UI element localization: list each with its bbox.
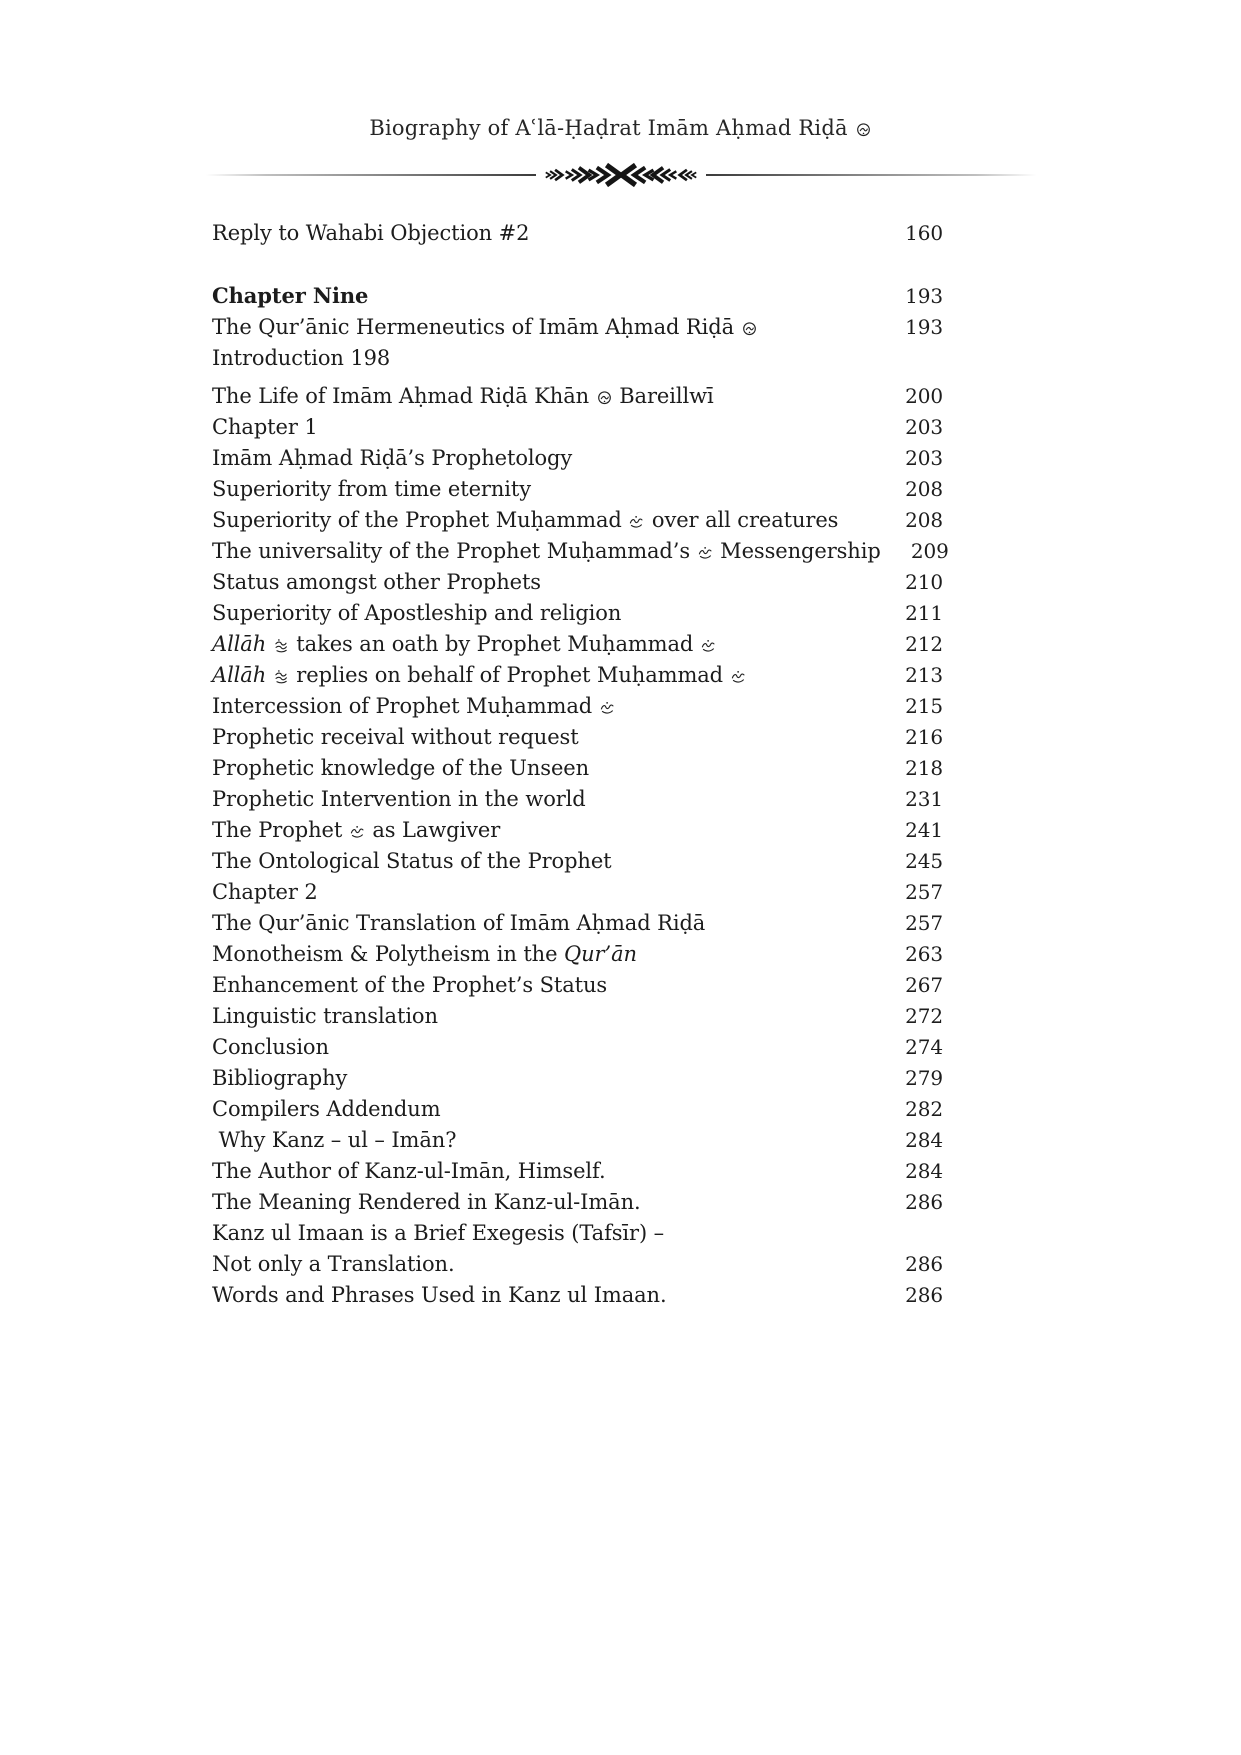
toc-entry-page: 286	[905, 1190, 943, 1214]
toc-entry-title: The Prophet as Lawgiver	[212, 818, 501, 842]
toc-entry-title: Status amongst other Prophets	[212, 570, 541, 594]
toc-entry	[212, 970, 943, 1001]
toc-entry-page: 257	[905, 911, 943, 935]
toc-entry	[212, 1249, 943, 1280]
radi-allahu-anhu-icon	[597, 390, 612, 405]
toc-entry-title: Superiority from time eternity	[212, 477, 532, 501]
toc-entry	[212, 412, 943, 443]
toc-entry-title: Enhancement of the Prophet’s Status	[212, 973, 608, 997]
toc-entry	[212, 280, 943, 312]
toc-entry-title: Chapter 2	[212, 880, 318, 904]
radi-allahu-anhu-icon	[742, 321, 757, 336]
toc-entry-page: 203	[905, 446, 943, 470]
toc-entry-title: Chapter Nine	[212, 283, 369, 308]
toc-entry-page: 267	[905, 973, 943, 997]
toc-entry	[212, 1218, 943, 1249]
toc-entry-title: Kanz ul Imaan is a Brief Exegesis (Tafsīr) –	[212, 1221, 665, 1245]
toc-entry-page: 257	[905, 880, 943, 904]
toc-entry-page: 212	[905, 632, 943, 656]
toc-entry	[212, 1001, 943, 1032]
toc-entry	[212, 939, 943, 970]
toc-entry-title: Allāh replies on behalf of Prophet Muḥammad	[212, 660, 747, 691]
toc-entry	[212, 567, 943, 598]
toc-entry	[212, 1156, 943, 1187]
toc-entry-title: Intercession of Prophet Muḥammad	[212, 691, 616, 722]
toc-entry-title: Not only a Translation.	[212, 1252, 455, 1276]
toc-entry-page: 213	[905, 663, 943, 687]
toc-entry-title: Prophetic receival without request	[212, 725, 579, 749]
toc-entry-title: Linguistic translation	[212, 1004, 438, 1028]
sallallahu-alayhi-wasallam-icon	[350, 824, 365, 839]
toc-entry	[212, 722, 943, 753]
toc-entry	[212, 343, 943, 374]
toc-entry-page: 200	[905, 384, 943, 408]
toc-entry-title: The universality of the Prophet Muḥammad’s Messengership	[212, 539, 881, 563]
toc-entry-title: Conclusion	[212, 1035, 329, 1059]
toc-entry-title: The Qur’ānic Hermeneutics of Imām Aḥmad Riḍā	[212, 312, 758, 343]
sallallahu-alayhi-wasallam-icon	[698, 545, 713, 560]
toc-entry	[212, 1280, 943, 1311]
toc-entry	[212, 908, 943, 939]
sallallahu-alayhi-wasallam-icon	[731, 669, 746, 684]
toc-entry	[212, 846, 943, 877]
running-title-text: Biography of Aʿlā-Ḥaḍrat Imām Aḥmad Riḍā	[369, 116, 848, 140]
toc-entry-page: 210	[905, 570, 943, 594]
toc-entry	[212, 1032, 943, 1063]
toc-entry	[212, 1187, 943, 1218]
toc-entry-title: Superiority of the Prophet Muḥammad over all creatures	[212, 508, 839, 532]
toc-entry-title: The Ontological Status of the Prophet	[212, 849, 612, 873]
divider	[0, 162, 1241, 188]
toc-entry-page: 263	[905, 942, 943, 966]
toc-entry	[212, 505, 943, 536]
toc-entry	[212, 218, 943, 249]
toc-entry-title: Prophetic knowledge of the Unseen	[212, 756, 590, 780]
toc-entry-title: The Life of Imām Aḥmad Riḍā Khān Bareillwī	[212, 384, 714, 408]
toc-entry	[212, 629, 943, 660]
sallallahu-alayhi-wasallam-icon	[629, 514, 644, 529]
toc-entry-page: 208	[905, 508, 943, 532]
toc-entry-title: Chapter 1	[212, 415, 318, 439]
toc-entry-page: 193	[905, 315, 943, 339]
toc-entry-page: 216	[905, 725, 943, 749]
toc-entry-page: 211	[905, 601, 943, 625]
toc-entry-title: The Author of Kanz-ul-Imān, Himself.	[212, 1159, 606, 1183]
toc-entry-page: 284	[905, 1159, 943, 1183]
table-of-contents	[212, 218, 949, 1311]
toc-entry	[212, 815, 943, 846]
toc-entry	[212, 660, 943, 691]
running-title	[0, 116, 1241, 140]
toc-entry-page: 231	[905, 787, 943, 811]
toc-entry-title: Prophetic Intervention in the world	[212, 787, 586, 811]
toc-entry-title: The Qur’ānic Translation of Imām Aḥmad Riḍā	[212, 911, 706, 935]
toc-entry	[212, 784, 943, 815]
radi-allahu-anhu-icon	[856, 122, 871, 137]
toc-entry-title: Superiority of Apostleship and religion	[212, 601, 622, 625]
toc-entry-page: 279	[905, 1066, 943, 1090]
toc-entry	[212, 1063, 943, 1094]
toc-entry-page: 284	[905, 1128, 943, 1152]
toc-entry	[212, 753, 943, 784]
toc-entry	[212, 1094, 943, 1125]
toc-entry-title: The Meaning Rendered in Kanz-ul-Imān.	[212, 1190, 641, 1214]
toc-entry	[212, 381, 943, 412]
toc-entry-title: Introduction 198	[212, 346, 391, 370]
toc-entry	[212, 877, 943, 908]
toc-entry-page: 245	[905, 849, 943, 873]
toc-entry-page: 274	[905, 1035, 943, 1059]
sallallahu-alayhi-wasallam-icon	[701, 638, 716, 653]
toc-entry-title: Reply to Wahabi Objection #2	[212, 221, 530, 245]
toc-entry-title: Why Kanz – ul – Imān?	[212, 1128, 457, 1152]
jalla-jalaluhu-icon	[274, 669, 289, 684]
toc-entry-page: 203	[905, 415, 943, 439]
toc-entry-title: Words and Phrases Used in Kanz ul Imaan.	[212, 1283, 667, 1307]
toc-entry	[212, 536, 949, 567]
sallallahu-alayhi-wasallam-icon	[600, 700, 615, 715]
toc-entry	[212, 691, 943, 722]
toc-entry-page: 282	[905, 1097, 943, 1121]
toc-entry-page: 286	[905, 1252, 943, 1276]
toc-entry-page: 209	[910, 539, 949, 563]
toc-entry-page: 215	[905, 694, 943, 718]
toc-entry-title: Allāh takes an oath by Prophet Muḥammad	[212, 629, 717, 660]
toc-entry	[212, 474, 943, 505]
ornamental-divider-icon	[206, 162, 1036, 188]
toc-entry-title: Imām Aḥmad Riḍā’s Prophetology	[212, 446, 573, 470]
toc-entry-page: 193	[905, 284, 943, 308]
toc-entry-page: 272	[905, 1004, 943, 1028]
toc-entry-page: 218	[905, 756, 943, 780]
toc-entry-page: 160	[905, 221, 943, 245]
toc-entry	[212, 1125, 943, 1156]
jalla-jalaluhu-icon	[274, 638, 289, 653]
toc-entry-title: Compilers Addendum	[212, 1097, 441, 1121]
toc-entry-title: Monotheism & Polytheism in the Qur’ān	[212, 942, 637, 966]
toc-entry	[212, 312, 943, 343]
toc-entry	[212, 443, 943, 474]
toc-entry-page: 286	[905, 1283, 943, 1307]
toc-entry	[212, 598, 943, 629]
toc-entry-page: 208	[905, 477, 943, 501]
toc-entry-title: Bibliography	[212, 1066, 348, 1090]
toc-entry-page: 241	[905, 818, 943, 842]
